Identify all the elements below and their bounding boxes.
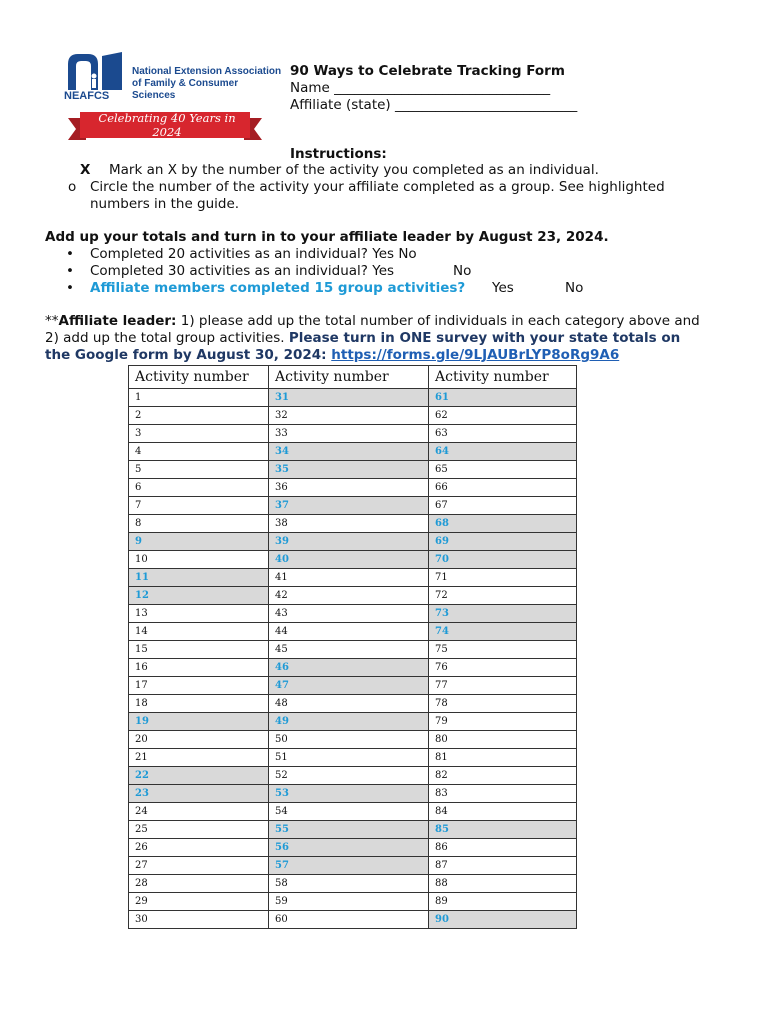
- activity-cell[interactable]: 6: [129, 479, 269, 497]
- o-instruction-line2: numbers in the guide.: [90, 196, 240, 212]
- leader-label: Affiliate leader:: [58, 313, 177, 329]
- activity-cell-group[interactable]: 56: [269, 839, 429, 857]
- column-header: Activity number: [269, 366, 429, 389]
- totals-item-group-15-yes[interactable]: Yes: [492, 280, 514, 296]
- activity-cell-group[interactable]: 37: [269, 497, 429, 515]
- o-mark: o: [68, 179, 77, 195]
- activity-cell-group[interactable]: 49: [269, 713, 429, 731]
- activity-cell[interactable]: 54: [269, 803, 429, 821]
- activity-cell[interactable]: 25: [129, 821, 269, 839]
- activity-cell-group[interactable]: 69: [429, 533, 577, 551]
- activity-cell[interactable]: 41: [269, 569, 429, 587]
- column-header: Activity number: [129, 366, 269, 389]
- activity-cell[interactable]: 77: [429, 677, 577, 695]
- activity-cell[interactable]: 10: [129, 551, 269, 569]
- activity-cell-group[interactable]: 11: [129, 569, 269, 587]
- activity-cell[interactable]: 2: [129, 407, 269, 425]
- table-row: [129, 749, 577, 767]
- activity-cell-group[interactable]: 73: [429, 605, 577, 623]
- table-row: [129, 497, 577, 515]
- activity-cell[interactable]: 86: [429, 839, 577, 857]
- table-row: [129, 533, 577, 551]
- table-row: [129, 893, 577, 911]
- activity-cell[interactable]: 43: [269, 605, 429, 623]
- leader-note: **Affiliate leader: 1) please add up the total number of individuals in each category above and 2) add up the total group activities. Please turn in ONE survey with your state totals on the Google form by August 30, 2024: https://forms.gle/9LJAUBrLYP8oRg9A6: [45, 313, 700, 363]
- table-row: [129, 569, 577, 587]
- table-row: [129, 605, 577, 623]
- table-row: [129, 623, 577, 641]
- activity-cell-group[interactable]: 53: [269, 785, 429, 803]
- activity-cell-group[interactable]: 55: [269, 821, 429, 839]
- activity-cell[interactable]: 80: [429, 731, 577, 749]
- form-title: 90 Ways to Celebrate Tracking Form: [290, 63, 565, 79]
- table-row: [129, 515, 577, 533]
- google-form-link[interactable]: https://forms.gle/9LJAUBrLYP8oRg9A6: [331, 347, 620, 363]
- neafcs-logo: [62, 48, 282, 148]
- activity-cell[interactable]: 28: [129, 875, 269, 893]
- activity-cell[interactable]: 27: [129, 857, 269, 875]
- activity-cell[interactable]: 32: [269, 407, 429, 425]
- activity-cell-group[interactable]: 31: [269, 389, 429, 407]
- activity-cell[interactable]: 81: [429, 749, 577, 767]
- x-instruction: Mark an X by the number of the activity you completed as an individual.: [109, 162, 599, 178]
- activity-cell[interactable]: 87: [429, 857, 577, 875]
- activity-cell[interactable]: 30: [129, 911, 269, 929]
- activity-cell[interactable]: 1: [129, 389, 269, 407]
- o-instruction-line1: Circle the number of the activity your affiliate completed as a group. See highlighted: [90, 179, 665, 195]
- activity-cell-group[interactable]: 39: [269, 533, 429, 551]
- activity-cell[interactable]: 5: [129, 461, 269, 479]
- activity-cell[interactable]: 15: [129, 641, 269, 659]
- activity-cell-group[interactable]: 74: [429, 623, 577, 641]
- activity-cell[interactable]: 20: [129, 731, 269, 749]
- activity-cell-group[interactable]: 46: [269, 659, 429, 677]
- table-row: [129, 587, 577, 605]
- x-mark: X: [80, 162, 91, 178]
- activity-cell[interactable]: 48: [269, 695, 429, 713]
- activity-cell[interactable]: 44: [269, 623, 429, 641]
- activity-cell-group[interactable]: 57: [269, 857, 429, 875]
- totals-heading: Add up your totals and turn in to your affiliate leader by August 23, 2024.: [45, 229, 609, 245]
- name-field[interactable]: Name ________________________________: [290, 80, 551, 96]
- activity-cell[interactable]: 17: [129, 677, 269, 695]
- activity-cell[interactable]: 50: [269, 731, 429, 749]
- totals-item-group-15: Affiliate members completed 15 group activities?: [90, 280, 466, 296]
- activity-cell[interactable]: 58: [269, 875, 429, 893]
- totals-item-individual-30-no[interactable]: No: [453, 263, 472, 279]
- activity-cell[interactable]: 89: [429, 893, 577, 911]
- activity-cell[interactable]: 4: [129, 443, 269, 461]
- table-row: [129, 407, 577, 425]
- table-row: [129, 677, 577, 695]
- activity-cell[interactable]: 60: [269, 911, 429, 929]
- table-row: [129, 839, 577, 857]
- instructions-heading: Instructions:: [290, 146, 387, 162]
- activity-cell[interactable]: 59: [269, 893, 429, 911]
- table-row: [129, 821, 577, 839]
- logo-org-name: National Extension Association of Family & Consumer Sciences: [132, 66, 282, 101]
- table-row: [129, 389, 577, 407]
- column-header: Activity number: [429, 366, 577, 389]
- activity-cell[interactable]: 52: [269, 767, 429, 785]
- table-row: [129, 443, 577, 461]
- table-row: [129, 785, 577, 803]
- activity-cell-group[interactable]: 90: [429, 911, 577, 929]
- activity-cell[interactable]: 45: [269, 641, 429, 659]
- logo-acronym: NEAFCS: [64, 90, 110, 102]
- activity-cell[interactable]: 36: [269, 479, 429, 497]
- activity-cell-group[interactable]: 35: [269, 461, 429, 479]
- activity-cell[interactable]: 42: [269, 587, 429, 605]
- table-row: [129, 551, 577, 569]
- activity-cell-group[interactable]: 68: [429, 515, 577, 533]
- activity-cell[interactable]: 38: [269, 515, 429, 533]
- activity-cell-group[interactable]: 12: [129, 587, 269, 605]
- table-row: [129, 479, 577, 497]
- affiliate-field[interactable]: Affiliate (state) ___________________________: [290, 97, 578, 113]
- activity-cell[interactable]: 7: [129, 497, 269, 515]
- activity-cell[interactable]: 72: [429, 587, 577, 605]
- activity-cell[interactable]: 3: [129, 425, 269, 443]
- activity-cell[interactable]: 63: [429, 425, 577, 443]
- activity-cell-group[interactable]: 23: [129, 785, 269, 803]
- activity-cell-group[interactable]: 9: [129, 533, 269, 551]
- activity-cell[interactable]: 82: [429, 767, 577, 785]
- table-row: [129, 425, 577, 443]
- table-header-row: [129, 366, 577, 389]
- activity-cell[interactable]: 76: [429, 659, 577, 677]
- activity-cell[interactable]: 24: [129, 803, 269, 821]
- table-row: [129, 461, 577, 479]
- activity-cell[interactable]: 62: [429, 407, 577, 425]
- activity-cell-group[interactable]: 64: [429, 443, 577, 461]
- bullet-icon: •: [66, 280, 74, 296]
- table-row: [129, 695, 577, 713]
- activity-cell[interactable]: 26: [129, 839, 269, 857]
- activity-cell[interactable]: 33: [269, 425, 429, 443]
- table-row: [129, 857, 577, 875]
- neafcs-logo-mark: [64, 50, 128, 92]
- activity-cell[interactable]: 88: [429, 875, 577, 893]
- activity-cell-group[interactable]: 19: [129, 713, 269, 731]
- activity-cell-group[interactable]: 47: [269, 677, 429, 695]
- bullet-icon: •: [66, 263, 74, 279]
- totals-item-individual-30: Completed 30 activities as an individual? Yes: [90, 263, 395, 279]
- table-row: [129, 641, 577, 659]
- activity-cell[interactable]: 29: [129, 893, 269, 911]
- bullet-icon: •: [66, 246, 74, 262]
- activity-cell[interactable]: 71: [429, 569, 577, 587]
- table-row: [129, 659, 577, 677]
- activity-cell[interactable]: 83: [429, 785, 577, 803]
- activity-cell-group[interactable]: 70: [429, 551, 577, 569]
- activity-cell[interactable]: 65: [429, 461, 577, 479]
- activity-cell-group[interactable]: 22: [129, 767, 269, 785]
- activity-cell[interactable]: 67: [429, 497, 577, 515]
- table-row: [129, 731, 577, 749]
- activity-table: [128, 365, 577, 929]
- activity-table-body: [129, 389, 577, 929]
- activity-cell[interactable]: 84: [429, 803, 577, 821]
- activity-cell[interactable]: 8: [129, 515, 269, 533]
- activity-cell[interactable]: 13: [129, 605, 269, 623]
- table-row: [129, 713, 577, 731]
- table-row: [129, 767, 577, 785]
- totals-item-group-15-no[interactable]: No: [565, 280, 584, 296]
- table-row: [129, 803, 577, 821]
- activity-cell[interactable]: 16: [129, 659, 269, 677]
- banner-text: Celebrating 40 Years in 2024: [98, 111, 236, 139]
- table-row: [129, 875, 577, 893]
- activity-cell-group[interactable]: 85: [429, 821, 577, 839]
- activity-cell[interactable]: 14: [129, 623, 269, 641]
- activity-cell-group[interactable]: 34: [269, 443, 429, 461]
- activity-cell[interactable]: 75: [429, 641, 577, 659]
- activity-cell[interactable]: 21: [129, 749, 269, 767]
- activity-cell-group[interactable]: 40: [269, 551, 429, 569]
- activity-cell[interactable]: 78: [429, 695, 577, 713]
- totals-item-individual-20: Completed 20 activities as an individual? Yes No: [90, 246, 417, 262]
- activity-cell[interactable]: 51: [269, 749, 429, 767]
- activity-cell[interactable]: 18: [129, 695, 269, 713]
- activity-cell[interactable]: 66: [429, 479, 577, 497]
- table-row: [129, 911, 577, 929]
- activity-cell[interactable]: 79: [429, 713, 577, 731]
- activity-cell-group[interactable]: 61: [429, 389, 577, 407]
